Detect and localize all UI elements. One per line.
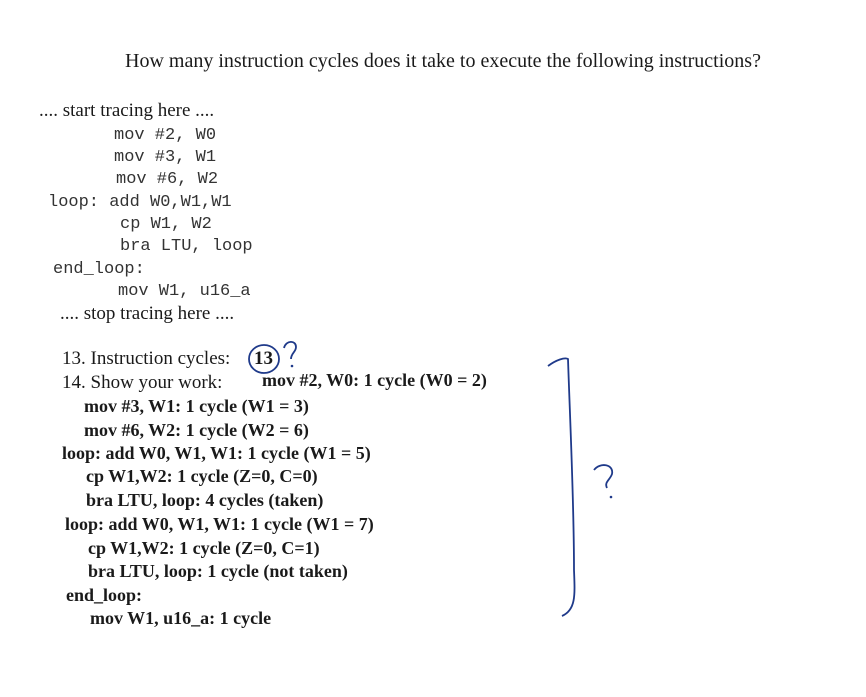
question-mark-small [284, 342, 296, 359]
bracket-mark [548, 358, 575, 616]
code-line: loop: add W0,W1,W1 [48, 193, 232, 212]
q13-label: 13. Instruction cycles: [62, 348, 231, 369]
question-mark-small-dot [291, 365, 294, 368]
start-tracing-marker: .... start tracing here .... [39, 100, 215, 121]
work-line: bra LTU, loop: 1 cycle (not taken) [88, 561, 348, 581]
code-line: cp W1, W2 [120, 215, 212, 234]
work-line: mov #3, W1: 1 cycle (W1 = 3) [84, 396, 309, 416]
question-heading: How many instruction cycles does it take to execute the following instructions? [125, 50, 761, 72]
work-line: mov #6, W2: 1 cycle (W2 = 6) [84, 420, 309, 440]
work-line: end_loop: [66, 585, 143, 605]
question-mark-large-dot [610, 496, 613, 499]
work-line: mov #2, W0: 1 cycle (W0 = 2) [262, 370, 487, 390]
work-line: loop: add W0, W1, W1: 1 cycle (W1 = 7) [65, 514, 374, 534]
q14-label: 14. Show your work: [62, 372, 223, 393]
work-line: cp W1,W2: 1 cycle (Z=0, C=1) [88, 538, 320, 558]
work-line: mov W1, u16_a: 1 cycle [90, 608, 272, 628]
stop-tracing-marker: .... stop tracing here .... [60, 303, 235, 324]
work-line: cp W1,W2: 1 cycle (Z=0, C=0) [86, 466, 318, 486]
work-line: loop: add W0, W1, W1: 1 cycle (W1 = 5) [62, 443, 371, 463]
code-line: mov #6, W2 [116, 170, 219, 189]
question-mark-large [594, 465, 612, 488]
code-line: mov W1, u16_a [118, 282, 251, 301]
code-line: end_loop: [53, 260, 145, 279]
q13-answer: 13 [254, 348, 273, 369]
work-line: bra LTU, loop: 4 cycles (taken) [86, 490, 324, 510]
code-line: bra LTU, loop [120, 237, 253, 256]
code-line: mov #2, W0 [114, 126, 217, 145]
code-line: mov #3, W1 [114, 148, 217, 167]
